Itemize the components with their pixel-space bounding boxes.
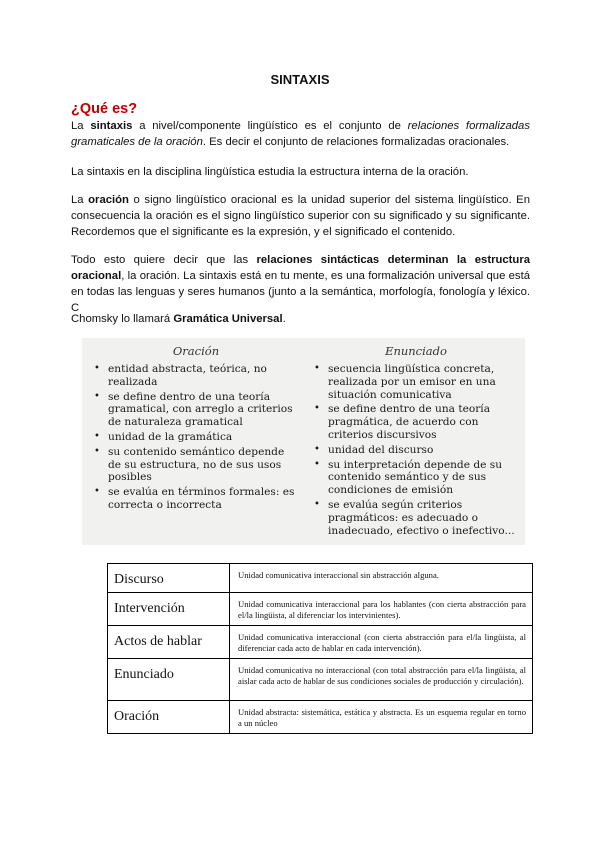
table-row — [108, 626, 533, 659]
text-run: Chomsky lo llamará — [71, 313, 174, 325]
description-cell: Unidad abstracta: sistemática, estática y abstracta. Es un esquema regular en torno a un núcleo — [230, 701, 533, 734]
bullet-icon: • — [94, 445, 100, 457]
table-row — [108, 659, 533, 701]
list-item — [312, 444, 520, 457]
list-item — [312, 363, 520, 401]
text-run: o signo lingüístico oracional es la unidad superior del sistema lingüístico. En consecuencia la oración es el signo lingüístico superior con su significado y su significante. Recordemos que el significante es la expresión, y el significado el contenido. — [71, 194, 530, 238]
bullet-icon: • — [94, 430, 100, 442]
bullet-icon: • — [94, 486, 100, 498]
term-cell: Discurso — [108, 564, 230, 593]
list-item — [312, 499, 520, 537]
term-cell: Actos de hablar — [108, 626, 230, 659]
text-run: La — [71, 120, 91, 132]
list-item-text: su contenido semántico depende de su estructura, no de sus usos posibles — [108, 445, 285, 484]
list-item-text: se define dentro de una teoría gramatical, con arreglo a criterios de naturaleza gramatical — [108, 390, 293, 429]
table-row — [108, 701, 533, 734]
bullet-icon: • — [314, 363, 320, 374]
list-item-text: entidad abstracta, teórica, no realizada — [108, 363, 267, 388]
section-heading: ¿Qué es? — [71, 101, 138, 117]
list-item-text: se evalúa según criterios pragmáticos: es adecuado o inadecuado, efectivo o inefectivo... — [328, 498, 515, 537]
column-heading: Oración — [172, 344, 220, 358]
table-row — [108, 564, 533, 593]
text-run: Todo esto quiere decir que las — [71, 254, 257, 266]
list-item — [92, 446, 300, 484]
comparison-figure — [82, 338, 525, 545]
description-cell: Unidad comunicativa interaccional (con cierta abstracción para el/la lingüista, al diferenciar cada acto de hablar en cada intervención). — [230, 626, 533, 659]
paragraph-relations — [71, 252, 530, 316]
paragraph-definition — [71, 118, 530, 150]
list-item-text: se evalúa en términos formales: es correcta o incorrecta — [108, 486, 295, 511]
paragraph-discipline: La sintaxis en la disciplina lingüística estudia la estructura interna de la oración. — [71, 166, 469, 178]
list-item-text: unidad de la gramática — [108, 430, 233, 443]
bold-term-sintaxis: sintaxis — [90, 120, 133, 132]
bullet-list — [92, 363, 300, 512]
italic-phrase: relaciones formalizadas gramaticales de la oración — [71, 120, 530, 148]
bold-term-gramatica: Gramática Universal — [173, 313, 283, 325]
term-cell: Enunciado — [108, 659, 230, 701]
term-cell: Intervención — [108, 593, 230, 626]
list-item-text: se define dentro de una teoría pragmática, de acuerdo con criterios discursivos — [328, 403, 491, 441]
document-title: SINTAXIS — [270, 72, 330, 87]
text-run: a nivel/componente lingüístico es el conjunto de — [132, 120, 408, 132]
list-item-text: su interpretación depende de su contenido semántico y de sus condiciones de emisión — [328, 458, 503, 497]
bullet-icon: • — [314, 403, 320, 415]
column-heading: Enunciado — [385, 344, 447, 358]
paragraph-chomsky — [71, 311, 530, 327]
list-item-text: secuencia lingüística concreta, realizada por un emisor en una situación comunicativa — [328, 363, 496, 401]
list-item — [92, 486, 300, 512]
bullet-icon: • — [94, 363, 100, 374]
text-run: , la oración. La sintaxis está en tu mente, es una formalización universal que está en todas las lenguas y seres humanos (junto a la semántica, morfología, fonología y léxico. C — [71, 270, 530, 314]
comparison-column-enunciado — [312, 344, 520, 539]
list-item-text: unidad del discurso — [328, 443, 434, 456]
bold-phrase-relations: relaciones sintácticas determinan la estructura oracional — [71, 254, 530, 282]
definitions-table — [107, 563, 533, 734]
bullet-list — [312, 363, 520, 537]
bullet-icon: • — [314, 498, 320, 510]
list-item — [92, 431, 300, 444]
list-item — [312, 403, 520, 441]
list-item — [92, 391, 300, 429]
description-cell: Unidad comunicativa no interaccional (con total abstracción para el/la lingüista, al aislar cada acto de hablar de sus condiciones sociales de producción y circulación). — [230, 659, 533, 701]
table-row — [108, 593, 533, 626]
description-cell: Unidad comunicativa interaccional para los hablantes (con cierta abstracción para el/la lingüista, al diferenciar los intervinientes). — [230, 593, 533, 626]
text-run: . — [282, 313, 286, 325]
bullet-icon: • — [314, 443, 320, 455]
comparison-column-oracion — [92, 344, 300, 514]
text-run: . Es decir el conjunto de relaciones formalizadas oracionales. — [202, 136, 510, 148]
bullet-icon: • — [314, 458, 320, 470]
bullet-icon: • — [94, 390, 100, 402]
text-run: La — [71, 194, 89, 206]
term-cell: Oración — [108, 701, 230, 734]
description-cell: Unidad comunicativa interaccional sin abstracción alguna. — [230, 564, 533, 593]
paragraph-oracion — [71, 192, 530, 240]
list-item — [312, 459, 520, 497]
list-item — [92, 363, 300, 389]
bold-term-oracion: oración — [88, 194, 129, 206]
